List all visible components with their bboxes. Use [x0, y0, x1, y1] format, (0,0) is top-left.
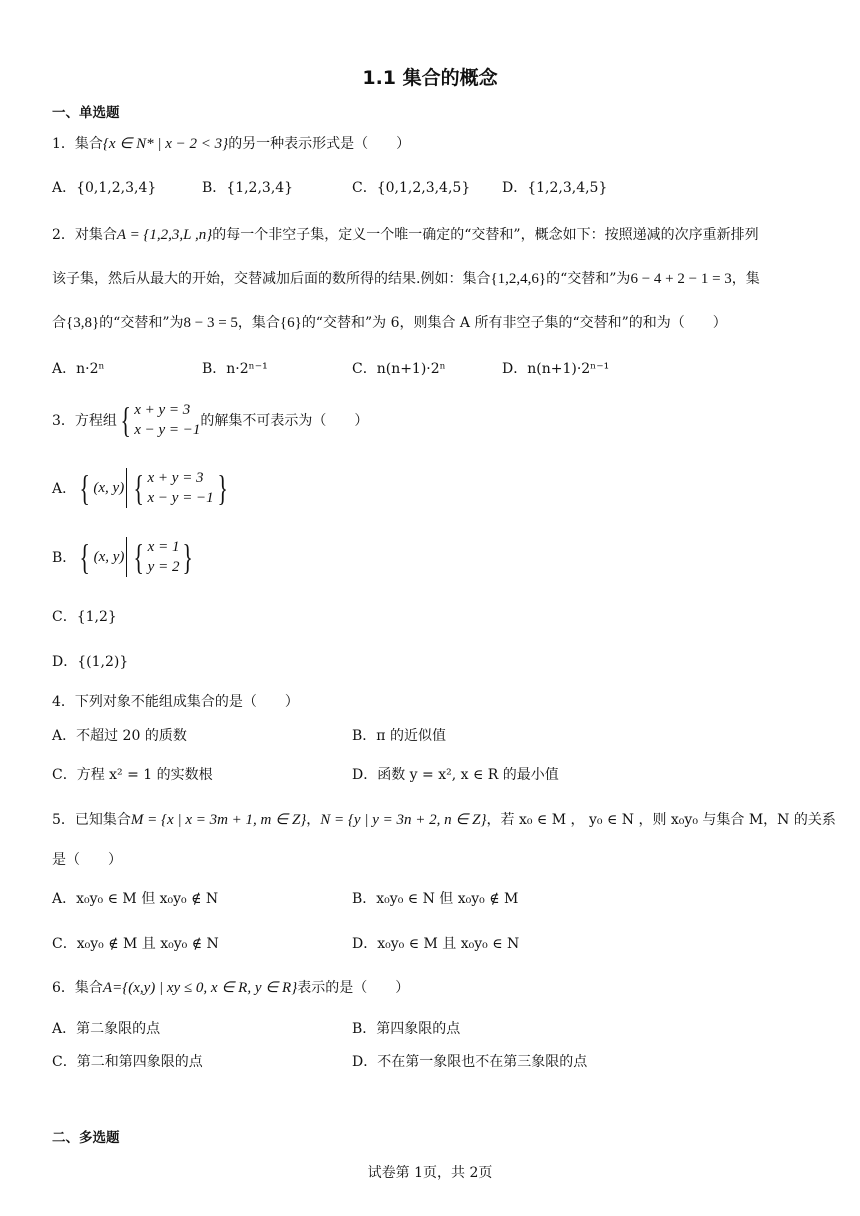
q3-option-a-eq1: x + y = 3 [147, 470, 204, 486]
question-3-stem [52, 400, 368, 440]
q3-suffix: 的解集不可表示为（ ） [200, 413, 369, 429]
q3-option-a-set [76, 468, 231, 508]
q2-line2-text: 该子集，然后从最大的开始，交替减加后面的数所得的结果.例如：集合 [52, 271, 491, 287]
section-heading-multiple-choice: 二、多选题 [52, 1130, 120, 1146]
q2-line3-mid1: 的“交替和”为 [99, 315, 184, 331]
q3-option-b-set [76, 537, 196, 577]
q2-line3-mid2: ，集合 [237, 315, 280, 331]
q1-option-c: C．{0,1,2,3,4,5} [352, 180, 471, 196]
q2-example-set-3: {6} [279, 315, 302, 331]
question-5-line-2: 是（ ） [52, 852, 122, 868]
q6-option-c: C．第二和第四象限的点 [52, 1054, 203, 1070]
question-4-stem: 4．下列对象不能组成集合的是（ ） [52, 694, 299, 710]
left-brace: { [120, 400, 131, 440]
page-title: 1.1 集合的概念 [362, 67, 498, 89]
q3-option-b-label: B． [52, 550, 77, 566]
q2-line2-mid: 的“交替和”为 [546, 271, 631, 287]
q3-prefix: 3．方程组 [52, 413, 117, 429]
q2-example-set: {1,2,4,6} [490, 271, 547, 287]
q5-set-n: N = {y | y = 3n + 2, n ∈ Z} [320, 812, 487, 828]
q3-option-b-eq1: x = 1 [147, 539, 180, 555]
right-brace: } [217, 468, 228, 508]
q2-example-sum-2: 8 − 3 = 5 [183, 315, 238, 331]
q3-equation-2: x − y = −1 [134, 422, 201, 438]
q5-option-c: C．x₀y₀ ∉ M 且 x₀y₀ ∉ N [52, 936, 219, 952]
q6-option-d: D．不在第一象限也不在第三象限的点 [352, 1054, 588, 1070]
question-6-stem [52, 977, 409, 997]
q2-line1-text: 的每一个非空子集，定义一个唯一确定的“交替和”，概念如下：按照递减的次序重新排列 [212, 227, 759, 243]
question-5-line-1 [52, 809, 836, 829]
q6-option-a: A．第二象限的点 [52, 1021, 161, 1037]
q5-prefix: 5．已知集合 [52, 812, 131, 828]
q2-prefix: 2．对集合 [52, 227, 117, 243]
q4-option-c: C．方程 x² = 1 的实数根 [52, 767, 213, 783]
q1-set-expression: {x ∈ N* | x − 2 < 3} [102, 136, 229, 152]
q6-set-a: A={(x,y) | xy ≤ 0, x ∈ R, y ∈ R} [102, 980, 298, 996]
question-2-line-2 [52, 268, 760, 288]
set-divider [126, 537, 127, 577]
q4-option-a: A．不超过 20 的质数 [52, 728, 187, 744]
q6-option-b: B．第四象限的点 [352, 1021, 461, 1037]
question-2-line-1 [52, 224, 759, 244]
q1-option-a: A．{0,1,2,3,4} [52, 180, 157, 196]
q6-prefix: 6．集合 [52, 980, 103, 996]
left-brace: { [133, 537, 145, 577]
q3-option-a-eq2: x − y = −1 [147, 490, 214, 506]
q2-set-a: A = {1,2,3,L ,n} [116, 227, 213, 243]
right-brace: } [182, 537, 194, 577]
q3-option-a-pair: (x, y) [93, 479, 125, 496]
q3-option-b-pair: (x, y) [93, 548, 125, 565]
q3-option-c: C．{1,2} [52, 609, 117, 625]
q3-equation-system [117, 400, 200, 440]
q2-line3-start: 合 [52, 315, 66, 331]
q2-line3-end: 的“交替和”为 6，则集合 A 所有非空子集的“交替和”的和为（ ） [301, 315, 727, 331]
q5-option-d: D．x₀y₀ ∈ M 且 x₀y₀ ∈ N [352, 936, 520, 952]
q2-option-c: C．n(n+1)·2ⁿ [352, 361, 446, 377]
q2-option-d: D．n(n+1)·2ⁿ⁻¹ [502, 361, 610, 377]
q5-set-m: M = {x | x = 3m + 1, m ∈ Z} [130, 812, 307, 828]
q3-option-a-label: A． [52, 481, 77, 497]
left-brace: { [79, 468, 90, 508]
q2-example-sum: 6 − 4 + 2 − 1 = 3 [630, 271, 732, 287]
q5-line1-text: ，若 x₀ ∈ M ， y₀ ∈ N ，则 x₀y₀ 与集合 M，N 的关系 [486, 812, 836, 828]
q2-line2-end: ，集 [731, 271, 760, 287]
q1-stem-suffix: 的另一种表示形式是（ ） [228, 136, 411, 152]
question-2-line-3 [52, 312, 727, 332]
q3-equation-1: x + y = 3 [134, 402, 191, 418]
page-footer: 试卷第 1页，共 2页 [367, 1165, 493, 1181]
question-1-stem [52, 133, 410, 153]
q4-option-b: B．π 的近似值 [352, 728, 446, 744]
q4-option-d: D．函数 y = x², x ∈ R 的最小值 [352, 767, 559, 783]
left-brace: { [133, 468, 145, 508]
q5-separator: ， [306, 812, 321, 828]
left-brace: { [79, 537, 91, 577]
q1-option-d: D．{1,2,3,4,5} [502, 180, 608, 196]
q2-option-a: A．n·2ⁿ [52, 361, 105, 377]
q3-option-a [52, 468, 231, 508]
set-divider [126, 468, 127, 508]
q6-suffix: 表示的是（ ） [297, 980, 410, 996]
q2-example-set-2: {3,8} [66, 315, 100, 331]
q3-option-b [52, 537, 197, 577]
q5-option-b: B．x₀y₀ ∈ N 但 x₀y₀ ∉ M [352, 891, 519, 907]
section-heading-single-choice: 一、单选题 [52, 105, 120, 121]
q3-option-d: D．{(1,2)} [52, 654, 129, 670]
q1-stem-prefix: 1．集合 [52, 136, 103, 152]
q1-option-b: B．{1,2,3,4} [202, 180, 294, 196]
q3-option-b-eq2: y = 2 [147, 559, 180, 575]
q5-option-a: A．x₀y₀ ∈ M 但 x₀y₀ ∉ N [52, 891, 219, 907]
q2-option-b: B．n·2ⁿ⁻¹ [202, 361, 268, 377]
